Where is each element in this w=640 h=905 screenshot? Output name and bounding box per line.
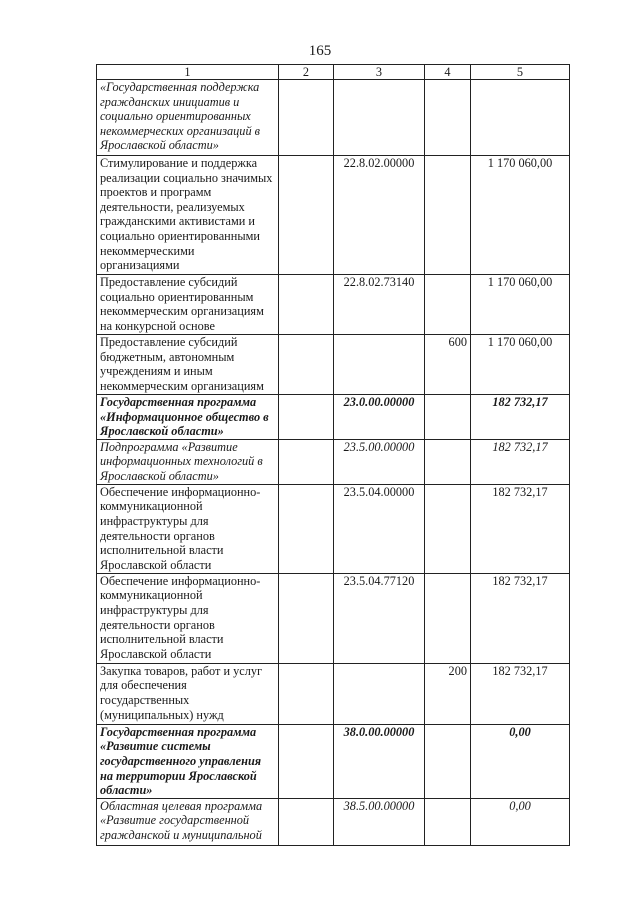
column-header-1: 1 (97, 65, 279, 80)
row-code-cell: 22.8.02.00000 (334, 156, 425, 275)
row-name-cell: Областная целевая программа «Развитие государственной гражданской и муниципальной (97, 798, 279, 845)
table-row (97, 80, 570, 156)
row-amount-cell: 0,00 (471, 724, 570, 798)
row-col2-cell (279, 395, 334, 440)
row-name-cell: Обеспечение информационно-коммуникационной инфраструктуры для деятельности органов исполнительной власти Ярославской области (97, 484, 279, 573)
row-kvr-cell: 200 (425, 663, 471, 724)
row-amount-cell: 182 732,17 (471, 484, 570, 573)
table-row (97, 663, 570, 724)
row-kvr-cell (425, 80, 471, 156)
budget-table-body (97, 65, 570, 846)
budget-table (96, 64, 570, 846)
row-kvr-cell (425, 275, 471, 335)
column-header-4: 4 (425, 65, 471, 80)
row-col2-cell (279, 573, 334, 663)
row-kvr-cell (425, 395, 471, 440)
column-header-2: 2 (279, 65, 334, 80)
row-col2-cell (279, 156, 334, 275)
row-kvr-cell (425, 573, 471, 663)
row-amount-cell: 182 732,17 (471, 395, 570, 440)
row-amount-cell: 1 170 060,00 (471, 335, 570, 395)
row-amount-cell: 182 732,17 (471, 573, 570, 663)
row-kvr-cell (425, 798, 471, 845)
row-kvr-cell: 600 (425, 335, 471, 395)
table-row (97, 798, 570, 845)
row-amount-cell: 0,00 (471, 798, 570, 845)
table-row (97, 439, 570, 484)
row-name-cell: Предоставление субсидий социально ориентированным некоммерческим организациям на конкурсной основе (97, 275, 279, 335)
row-code-cell: 23.5.00.00000 (334, 439, 425, 484)
column-number-row (97, 65, 570, 80)
row-col2-cell (279, 724, 334, 798)
row-col2-cell (279, 484, 334, 573)
row-amount-cell: 182 732,17 (471, 439, 570, 484)
row-code-cell (334, 663, 425, 724)
row-code-cell (334, 80, 425, 156)
row-amount-cell: 1 170 060,00 (471, 275, 570, 335)
row-kvr-cell (425, 484, 471, 573)
row-name-cell: Предоставление субсидий бюджетным, автономным учреждениям и иным некоммерческим организациям (97, 335, 279, 395)
table-row (97, 573, 570, 663)
column-header-5: 5 (471, 65, 570, 80)
row-name-cell: Обеспечение информационно-коммуникационной инфраструктуры для деятельности органов исполнительной власти Ярославской области (97, 573, 279, 663)
row-code-cell: 22.8.02.73140 (334, 275, 425, 335)
row-col2-cell (279, 275, 334, 335)
row-name-cell: Стимулирование и поддержка реализации социально значимых проектов и программ деятельности, реализуемых гражданскими активистами и социально ориентированными некоммерческими организациями (97, 156, 279, 275)
row-code-cell: 23.0.00.00000 (334, 395, 425, 440)
page-number: 165 (308, 43, 332, 59)
row-name-cell: Государственная программа «Информационное общество в Ярославской области» (97, 395, 279, 440)
row-col2-cell (279, 439, 334, 484)
row-col2-cell (279, 80, 334, 156)
table-row (97, 156, 570, 275)
row-name-cell: Государственная программа «Развитие системы государственного управления на территории Ярославской области» (97, 724, 279, 798)
row-code-cell: 38.5.00.00000 (334, 798, 425, 845)
row-kvr-cell (425, 439, 471, 484)
row-kvr-cell (425, 156, 471, 275)
row-col2-cell (279, 335, 334, 395)
table-row (97, 335, 570, 395)
table-row (97, 484, 570, 573)
row-code-cell (334, 335, 425, 395)
row-amount-cell (471, 80, 570, 156)
row-amount-cell: 1 170 060,00 (471, 156, 570, 275)
table-row (97, 724, 570, 798)
table-row (97, 275, 570, 335)
row-code-cell: 23.5.04.77120 (334, 573, 425, 663)
row-name-cell: «Государственная поддержка гражданских инициатив и социально ориентированных некоммерческих организаций в Ярославской области» (97, 80, 279, 156)
row-code-cell: 38.0.00.00000 (334, 724, 425, 798)
row-name-cell: Закупка товаров, работ и услуг для обеспечения государственных (муниципальных) нужд (97, 663, 279, 724)
column-header-3: 3 (334, 65, 425, 80)
row-col2-cell (279, 798, 334, 845)
row-kvr-cell (425, 724, 471, 798)
table-row (97, 395, 570, 440)
row-amount-cell: 182 732,17 (471, 663, 570, 724)
row-code-cell: 23.5.04.00000 (334, 484, 425, 573)
row-name-cell: Подпрограмма «Развитие информационных технологий в Ярославской области» (97, 439, 279, 484)
row-col2-cell (279, 663, 334, 724)
